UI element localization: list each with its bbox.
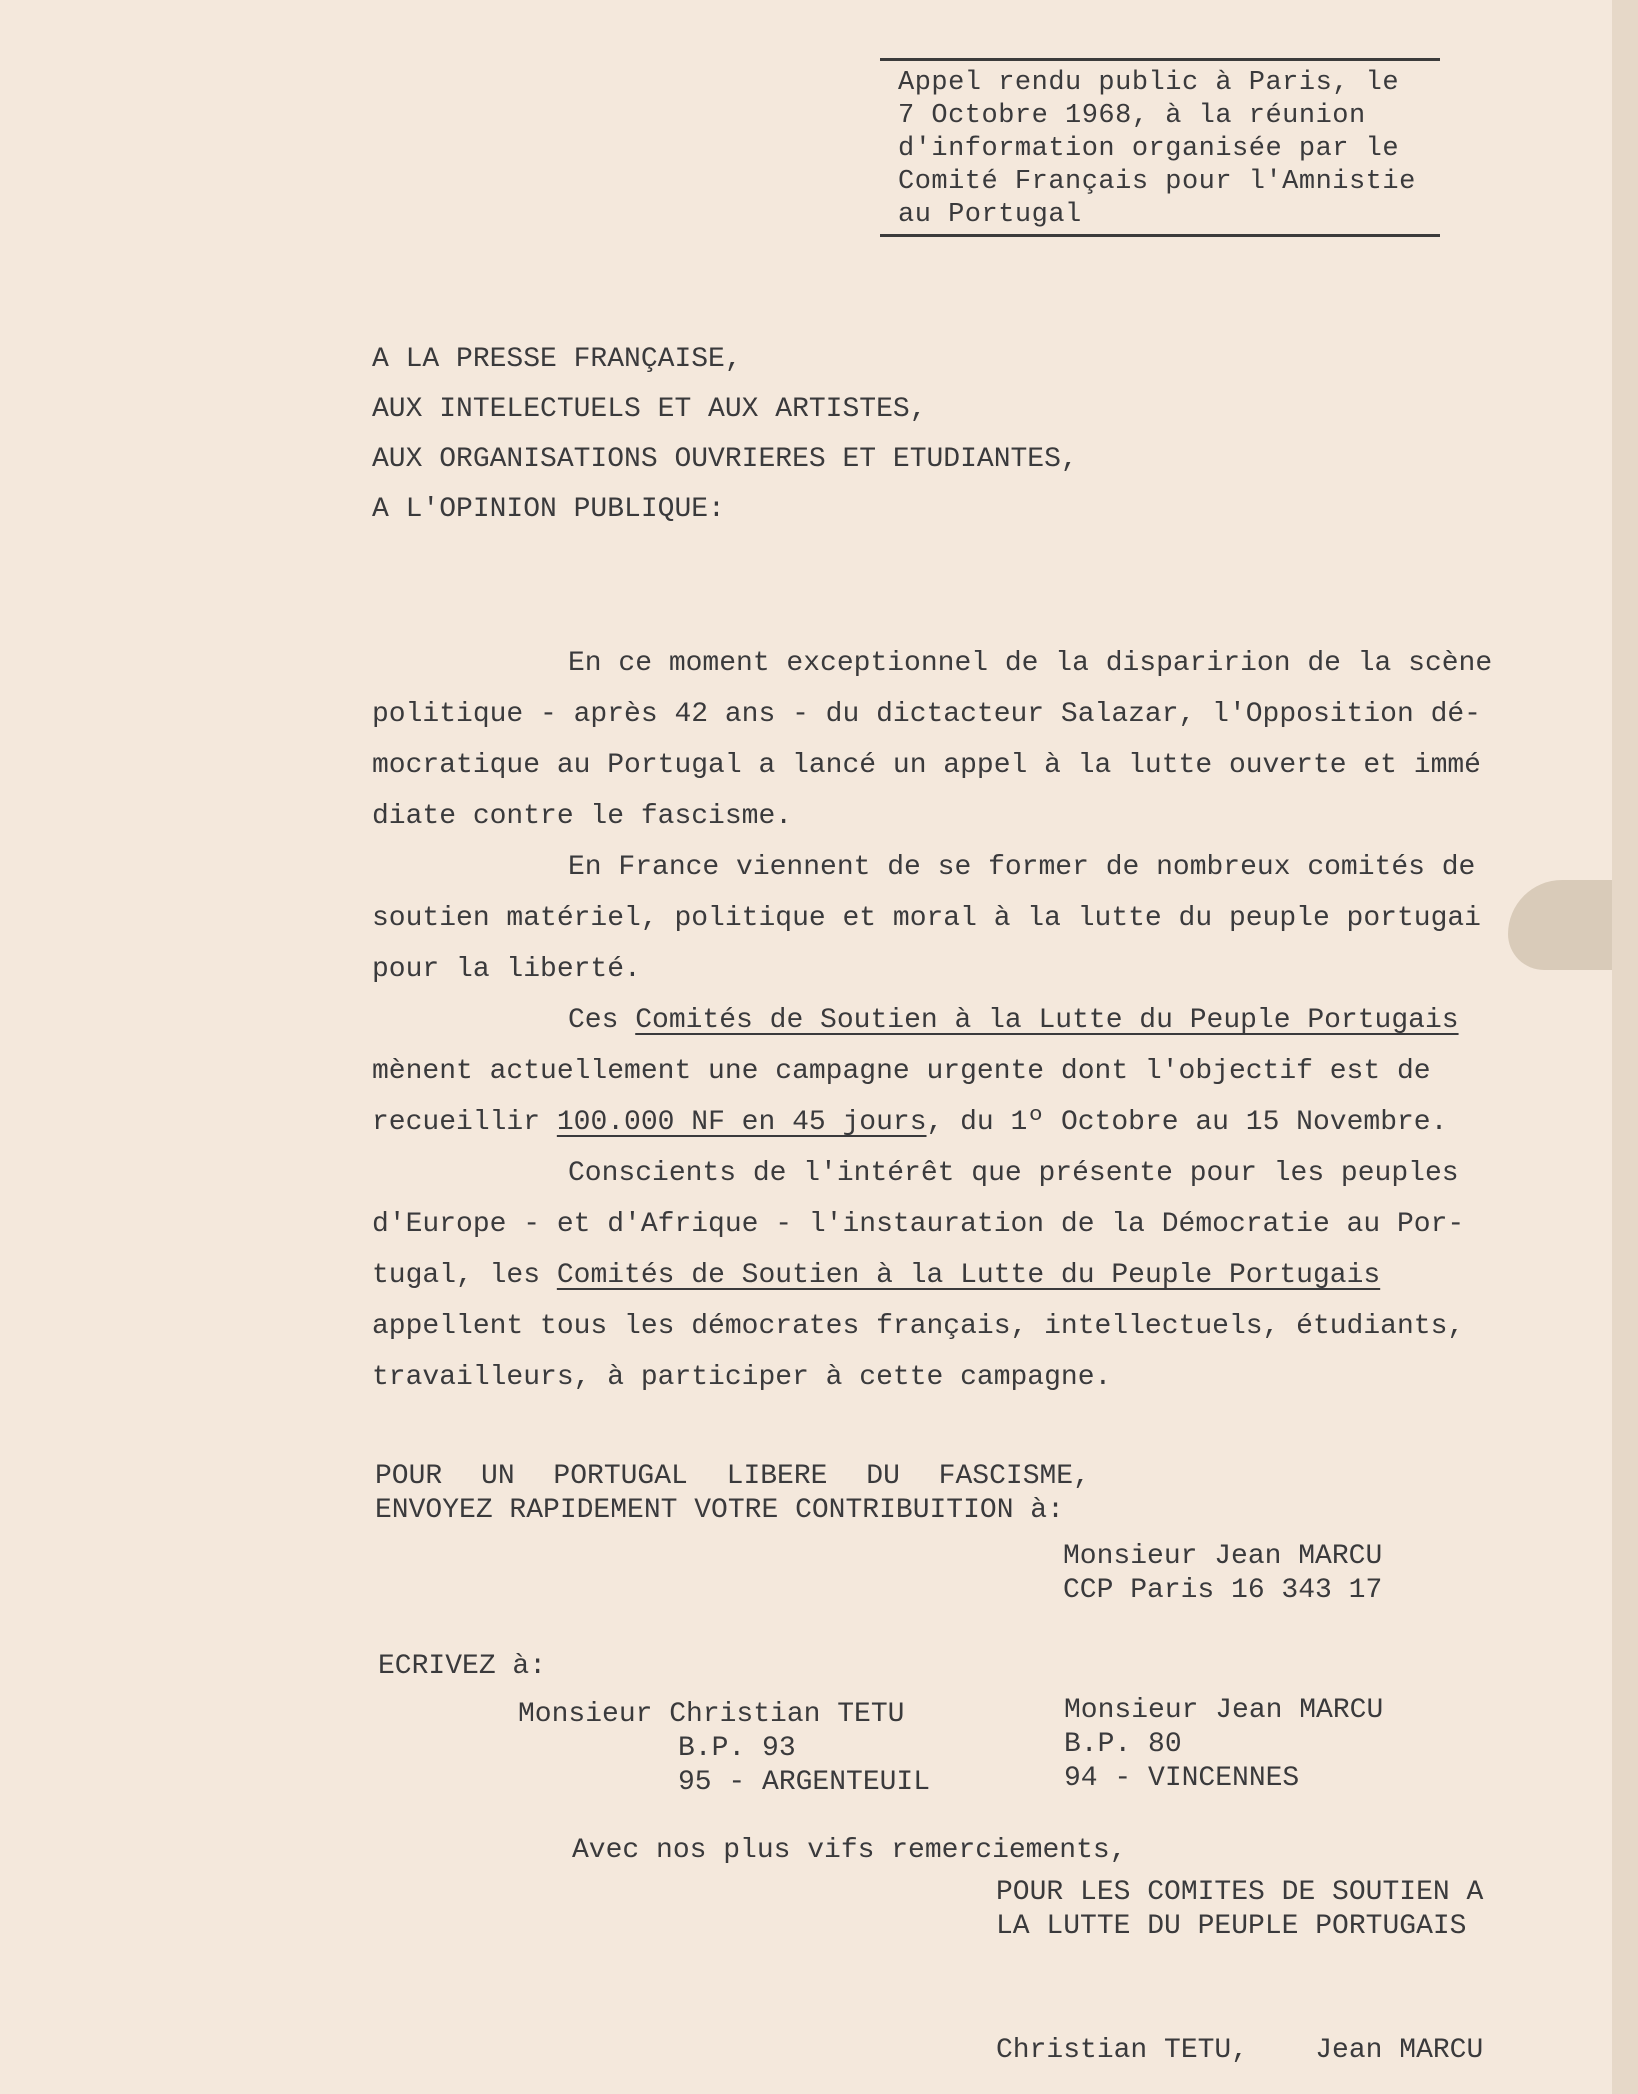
closing-organisation — [996, 1876, 1483, 1944]
addressee-line: AUX INTELECTUELS ET AUX ARTISTES, — [372, 394, 927, 425]
body-line: En France viennent de se former de nombreux comités de — [568, 852, 1476, 883]
body-line: appellent tous les démocrates français, intellectuels, étudiants, — [372, 1311, 1465, 1342]
body-text: Ces — [568, 1005, 636, 1036]
header-line-4: Comité Français pour l'Amnistie — [898, 167, 1416, 197]
body-line — [372, 1097, 1532, 1148]
signatories — [996, 1966, 1483, 2094]
contact-marcu — [1064, 1694, 1383, 1796]
addressees — [372, 335, 1078, 535]
body-line: pour la liberté. — [372, 954, 641, 985]
body-line: mocratique au Portugal a lancé un appel à la lutte ouverte et immé — [372, 750, 1481, 781]
body-line — [372, 1250, 1532, 1301]
org-line-1: POUR LES COMITES DE SOUTIEN A — [996, 1877, 1484, 1908]
underlined-committee-name: Comités de Soutien à la Lutte du Peuple Portugais — [556, 1260, 1381, 1291]
underlined-goal: 100.000 NF en 45 jours — [556, 1107, 927, 1138]
body-text: tugal, les — [372, 1260, 557, 1291]
header-line-1: Appel rendu public à Paris, le — [898, 68, 1400, 98]
header-line-5: au Portugal — [898, 200, 1082, 230]
paper-edge-shade — [1612, 0, 1638, 2094]
org-line-2: LA LUTTE DU PEUPLE PORTUGAIS — [996, 1911, 1467, 1942]
appeal-line-1: POUR UN PORTUGAL LIBERE DU FASCISME, — [375, 1461, 1090, 1492]
header-note — [880, 58, 1440, 237]
header-line-3: d'information organisée par le — [898, 134, 1400, 164]
letter-body — [372, 638, 1532, 1403]
thanks-text: Avec nos plus vifs remerciements, — [572, 1835, 1127, 1866]
body-line: En ce moment exceptionnel de la disparirion de la scène — [568, 648, 1493, 679]
body-text: recueillir — [372, 1107, 557, 1138]
addressee-line: AUX ORGANISATIONS OUVRIERES ET ETUDIANTES, — [372, 444, 1078, 475]
header-line-2: 7 Octobre 1968, à la réunion — [898, 101, 1366, 131]
contact-tetu — [518, 1698, 930, 1800]
recipient-name: Monsieur Jean MARCU — [1063, 1541, 1383, 1572]
addressee-line: A L'OPINION PUBLIQUE: — [372, 494, 725, 525]
appeal-subheading — [375, 1494, 1064, 1528]
contact-bp: B.P. 80 — [1064, 1729, 1182, 1760]
body-line — [372, 995, 1532, 1046]
appeal-heading — [375, 1460, 1090, 1494]
body-line: diate contre le fascisme. — [372, 801, 793, 832]
body-line: soutien matériel, politique et moral à la lutte du peuple portugai — [372, 903, 1481, 934]
body-line: politique - après 42 ans - du dictacteur Salazar, l'Opposition dé- — [372, 699, 1481, 730]
recipient-ccp: CCP Paris 16 343 17 — [1063, 1575, 1383, 1606]
contact-name: Monsieur Christian TETU — [518, 1699, 905, 1730]
contact-city: 95 - ARGENTEUIL — [678, 1767, 931, 1798]
body-line: d'Europe - et d'Afrique - l'instauration de la Démocratie au Por- — [372, 1209, 1465, 1240]
closing-thanks — [572, 1834, 1127, 1868]
write-to-text: ECRIVEZ à: — [378, 1651, 547, 1682]
body-text: , du 1º Octobre au 15 Novembre. — [926, 1107, 1448, 1138]
addressee-line: A LA PRESSE FRANÇAISE, — [372, 344, 742, 375]
body-line: mènent actuellement une campagne urgente dont l'objectif est de — [372, 1056, 1431, 1087]
body-line: travailleurs, à participer à cette campagne. — [372, 1362, 1112, 1393]
contact-city: 94 - VINCENNES — [1064, 1763, 1300, 1794]
contact-bp: B.P. 93 — [678, 1733, 796, 1764]
underlined-committee-name: Comités de Soutien à la Lutte du Peuple Portugais — [635, 1005, 1459, 1036]
body-line: Conscients de l'intérêt que présente pour les peuples — [568, 1158, 1459, 1189]
appeal-line-2: ENVOYEZ RAPIDEMENT VOTRE CONTRIBUITION à: — [375, 1495, 1064, 1526]
contact-name: Monsieur Jean MARCU — [1064, 1695, 1384, 1726]
contribution-recipient — [1063, 1540, 1382, 1608]
signatory-names: Christian TETU, Jean MARCU — [996, 2035, 1484, 2066]
write-to-label — [378, 1650, 546, 1684]
